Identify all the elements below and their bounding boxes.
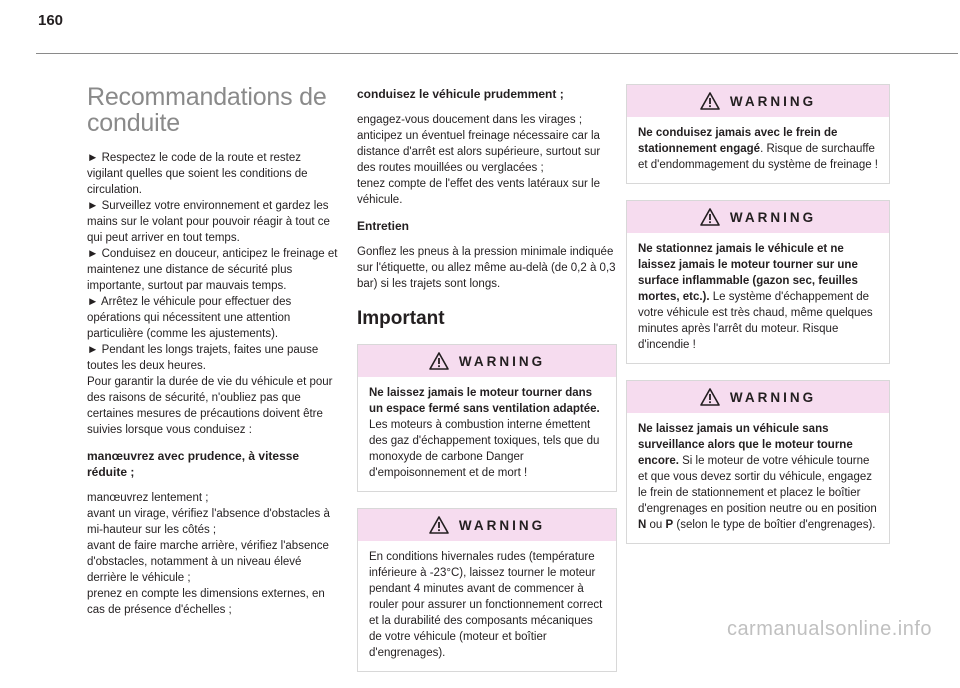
- warning-triangle-icon: [700, 208, 720, 226]
- warning-bold-text: Ne laissez jamais le moteur tourner dans un espace fermé sans ventilation adaptée.: [369, 387, 600, 415]
- intro-line: ► Conduisez en douceur, anticipez le freinage et maintenez une distance de sécurité plus importante, surtout par mauvais temps.: [87, 248, 338, 292]
- column-1: [87, 84, 339, 618]
- warning-header: [627, 85, 889, 117]
- gear-position-p: P: [665, 519, 674, 531]
- warning-triangle-icon: [429, 516, 449, 534]
- maintenance-text: Gonflez les pneus à la pression minimale indiquée sur l'étiquette, ou allez même au-delà (de 0,2 à 0,3 bar) si les trajets sont longs.: [357, 246, 616, 290]
- maneuver-line: manœuvrez lentement ;: [87, 492, 209, 504]
- careful-line: tenez compte de l'effet des vents latéraux sur le véhicule.: [357, 178, 600, 206]
- column-3: [626, 84, 890, 560]
- maneuver-line: prenez en compte les dimensions externes, en cas de présence d'échelles ;: [87, 588, 325, 616]
- maneuver-subheading: manœuvrez avec prudence, à vitesse réduite ;: [87, 449, 300, 479]
- maneuver-line: avant un virage, vérifiez l'absence d'obstacles à mi-hauteur sur les côtés ;: [87, 508, 330, 536]
- intro-line: ► Pendant les longs trajets, faites une pause toutes les deux heures.: [87, 344, 319, 372]
- maneuver-line: avant de faire marche arrière, vérifiez l'absence d'obstacles, notamment à un niveau élevé derrière le véhicule ;: [87, 540, 329, 584]
- warning-box: [357, 508, 617, 672]
- warning-box: [626, 380, 890, 544]
- warning-box: [626, 200, 890, 364]
- warning-text: Le système d'échappement de votre véhicule est très chaud, même quelques minutes après l'arrêt du moteur. Risque d'incendie !: [638, 291, 873, 351]
- watermark: carmanualsonline.info: [726, 618, 932, 640]
- maneuver-text: [87, 490, 339, 618]
- warning-body: En conditions hivernales rudes (température inférieure à -23°C), laissez tourner le moteur pendant 4 minutes avant de commencer à rouler pour assurer un fonctionnement correct et la durabilité des composants mécaniques de votre véhicule (moteur et boîtier d'engrenages).: [369, 551, 603, 659]
- warning-title: WARNING: [458, 353, 546, 369]
- warning-title: WARNING: [729, 209, 817, 225]
- important-heading: Important: [357, 308, 445, 329]
- warning-box: [357, 344, 617, 492]
- warning-body: [627, 233, 889, 363]
- gear-position-n: N: [638, 519, 647, 531]
- warning-body: [627, 413, 889, 543]
- warning-bold-text: Ne laissez jamais un véhicule sans surveillance alors que le moteur tourne encore.: [638, 423, 853, 467]
- intro-line: ► Arrêtez le véhicule pour effectuer des opérations qui nécessitent une attention particulière (comme les ajustements).: [87, 296, 292, 340]
- warning-text: ou: [646, 519, 666, 531]
- warning-title: WARNING: [729, 389, 817, 405]
- warning-text: . Risque de surchauffe et d'endommagement du système de freinage !: [638, 143, 879, 171]
- careful-text: [357, 112, 617, 208]
- warning-text: (selon le type de boîtier d'engrenages).: [673, 519, 876, 531]
- warning-title: WARNING: [458, 517, 546, 533]
- warning-box: [626, 84, 890, 184]
- careful-line: engagez-vous doucement dans les virages ; anticipez un éventuel freinage nécessaire car la distance d'arrêt est alors supérieure, surtout sur des routes mouillées ou verglacées ;: [357, 114, 601, 174]
- warning-body: [627, 117, 889, 183]
- maintenance-heading: Entretien: [357, 219, 410, 233]
- warning-triangle-icon: [429, 352, 449, 370]
- section-title: Recommandations de conduite: [87, 83, 327, 137]
- page-number: 160: [38, 12, 64, 29]
- intro-line: ► Surveillez votre environnement et gardez les mains sur le volant pour pouvoir réagir à tout ce qui peut arriver en tout temps.: [87, 200, 330, 244]
- warning-header: [627, 201, 889, 233]
- warning-header: [358, 509, 616, 541]
- column-2: [357, 84, 617, 688]
- warning-title: WARNING: [729, 93, 817, 109]
- warning-header: [358, 345, 616, 377]
- warning-body: [358, 377, 616, 491]
- header-divider: [36, 53, 958, 54]
- warning-bold-text: Ne stationnez jamais le véhicule et ne laissez jamais le moteur tourner sur une surface inflammable (gazon sec, feuilles mortes, etc.).: [638, 243, 858, 303]
- warning-triangle-icon: [700, 92, 720, 110]
- warning-bold-text: Ne conduisez jamais avec le frein de stationnement engagé: [638, 127, 838, 155]
- intro-line: ► Respectez le code de la route et restez vigilant quelles que soient les conditions de circulation.: [87, 152, 308, 196]
- careful-subheading: conduisez le véhicule prudemment ;: [357, 87, 564, 101]
- intro-line: Pour garantir la durée de vie du véhicule et pour des raisons de sécurité, n'oubliez pas que certaines mesures de précautions doivent être suivies lorsque vous conduisez :: [87, 376, 333, 436]
- intro-text: [87, 150, 339, 438]
- warning-triangle-icon: [700, 388, 720, 406]
- warning-header: [627, 381, 889, 413]
- warning-text: Les moteurs à combustion interne émettent des gaz d'échappement toxiques, tels que du monoxyde de carbone Danger d'empoisonnement et de mort !: [369, 419, 600, 479]
- warning-text: Si le moteur de votre véhicule tourne et que vous devez sortir du véhicule, engagez le frein de stationnement et placez le boîtier d'engrenages en position neutre ou en position: [638, 455, 877, 515]
